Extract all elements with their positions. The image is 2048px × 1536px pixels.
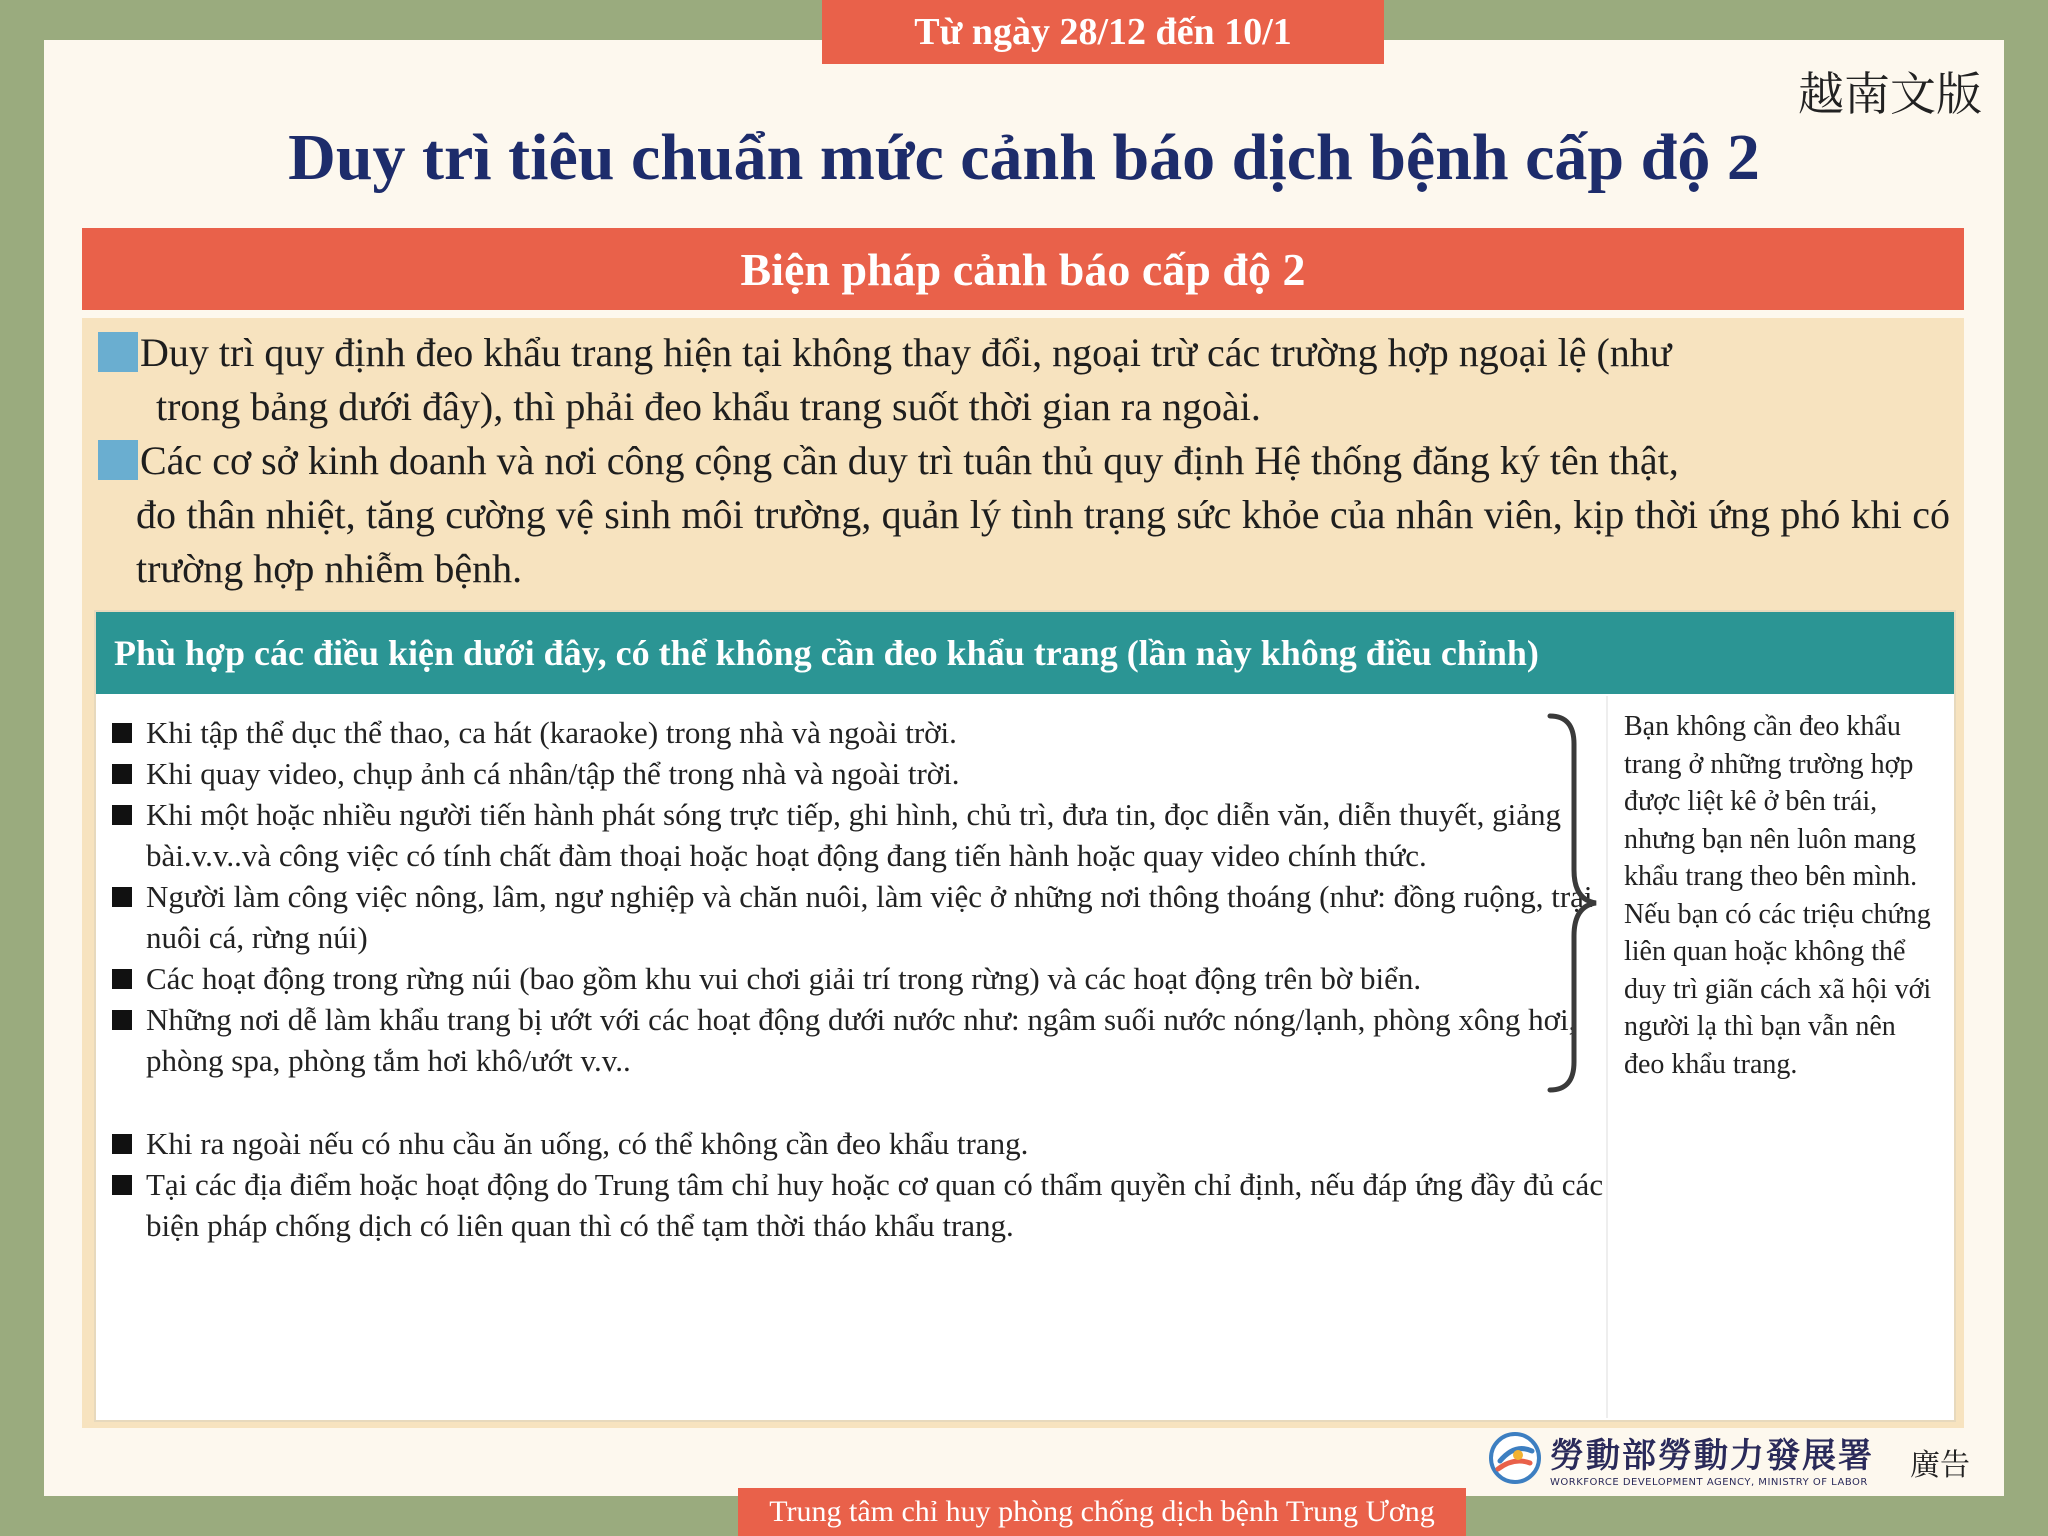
exemptions-note: Bạn không cần đeo khẩu trang ở những trường hợp được liệt kê ở bên trái, nhưng bạn nên luôn mang khẩu trang theo bên mình. Nếu bạn có các triệu chứng liên quan hoặc không thể duy trì giãn cách xã hội với người lạ thì bạn vẫn nên đeo khẩu trang. bbox=[1624, 711, 1932, 1080]
exemption-item: Người làm công việc nông, lâm, ngư nghiệp và chăn nuôi, làm việc ở những nơi thông thoáng (như: đồng ruộng, trại nuôi cá, rừng núi) bbox=[112, 876, 1652, 958]
agency-emblem-icon bbox=[1488, 1431, 1542, 1485]
exemption-item: Tại các địa điểm hoặc hoạt động do Trung tâm chỉ huy hoặc cơ quan có thẩm quyền chỉ định, nếu đáp ứng đầy đủ các biện pháp chống dịch có liên quan thì có thể tạm thời tháo khẩu trang. bbox=[112, 1164, 1652, 1246]
curly-brace-icon bbox=[1546, 710, 1606, 1096]
agency-logo bbox=[1488, 1428, 1874, 1488]
exemption-item: Khi quay video, chụp ảnh cá nhân/tập thể trong nhà và ngoài trời. bbox=[112, 753, 1652, 794]
measure-continuation: đo thân nhiệt, tăng cường vệ sinh môi trường, quản lý tình trạng sức khỏe của nhân viên, kịp thời ứng phó khi có trường hợp nhiễm bệnh. bbox=[136, 492, 1950, 591]
language-label: 越南文版 bbox=[1798, 67, 1982, 121]
measure-item bbox=[98, 326, 1950, 434]
source-footer: Trung tâm chỉ huy phòng chống dịch bệnh Trung Ương bbox=[738, 1488, 1466, 1536]
agency-name-cn: 勞動部勞動力發展署 bbox=[1550, 1436, 1874, 1476]
exemption-item: Khi một hoặc nhiều người tiến hành phát sóng trực tiếp, ghi hình, chủ trì, đưa tin, đọc diễn văn, diễn thuyết, giảng bài.v.v..và công việc có tính chất đàm thoại hoặc hoạt động đang tiến hành hoặc quay video chính thức. bbox=[112, 794, 1652, 876]
measure-line: Các cơ sở kinh doanh và nơi công cộng cần duy trì tuân thủ quy định Hệ thống đăng ký tên thật, bbox=[140, 438, 1679, 483]
exemption-item: Các hoạt động trong rừng núi (bao gồm khu vui chơi giải trí trong rừng) và các hoạt động trên bờ biển. bbox=[112, 958, 1652, 999]
agency-name-en: WORKFORCE DEVELOPMENT AGENCY, MINISTRY OF LABOR bbox=[1550, 1477, 1868, 1488]
measure-continuation: trong bảng dưới đây), thì phải đeo khẩu trang suốt thời gian ra ngoài. bbox=[156, 384, 1261, 429]
measure-line: Duy trì quy định đeo khẩu trang hiện tại không thay đổi, ngoại trừ các trường hợp ngoại lệ (như bbox=[140, 330, 1672, 375]
page-title: Duy trì tiêu chuẩn mức cảnh báo dịch bệnh cấp độ 2 bbox=[288, 121, 1760, 194]
exemption-item: Những nơi dễ làm khẩu trang bị ướt với các hoạt động dưới nước như: ngâm suối nước nóng/lạnh, phòng xông hơi, phòng spa, phòng tắm hơi khô/ướt v.v.. bbox=[112, 999, 1652, 1081]
measures-list bbox=[98, 326, 1950, 596]
square-bullet-icon bbox=[98, 332, 138, 372]
ad-label: 廣告 bbox=[1910, 1448, 1970, 1483]
exemption-item: Khi tập thể dục thể thao, ca hát (karaoke) trong nhà và ngoài trời. bbox=[112, 712, 1652, 753]
exemptions-list bbox=[112, 712, 1652, 1246]
square-bullet-icon bbox=[98, 440, 138, 480]
exemptions-box bbox=[94, 610, 1956, 1422]
exemption-item: Khi ra ngoài nếu có nhu cầu ăn uống, có thể không cần đeo khẩu trang. bbox=[112, 1123, 1652, 1164]
measure-item bbox=[98, 434, 1950, 596]
date-range-tab: Từ ngày 28/12 đến 10/1 bbox=[822, 0, 1384, 64]
exemptions-header: Phù hợp các điều kiện dưới đây, có thể không cần đeo khẩu trang (lần này không điều chỉnh) bbox=[96, 612, 1954, 694]
section-banner: Biện pháp cảnh báo cấp độ 2 bbox=[82, 228, 1964, 310]
